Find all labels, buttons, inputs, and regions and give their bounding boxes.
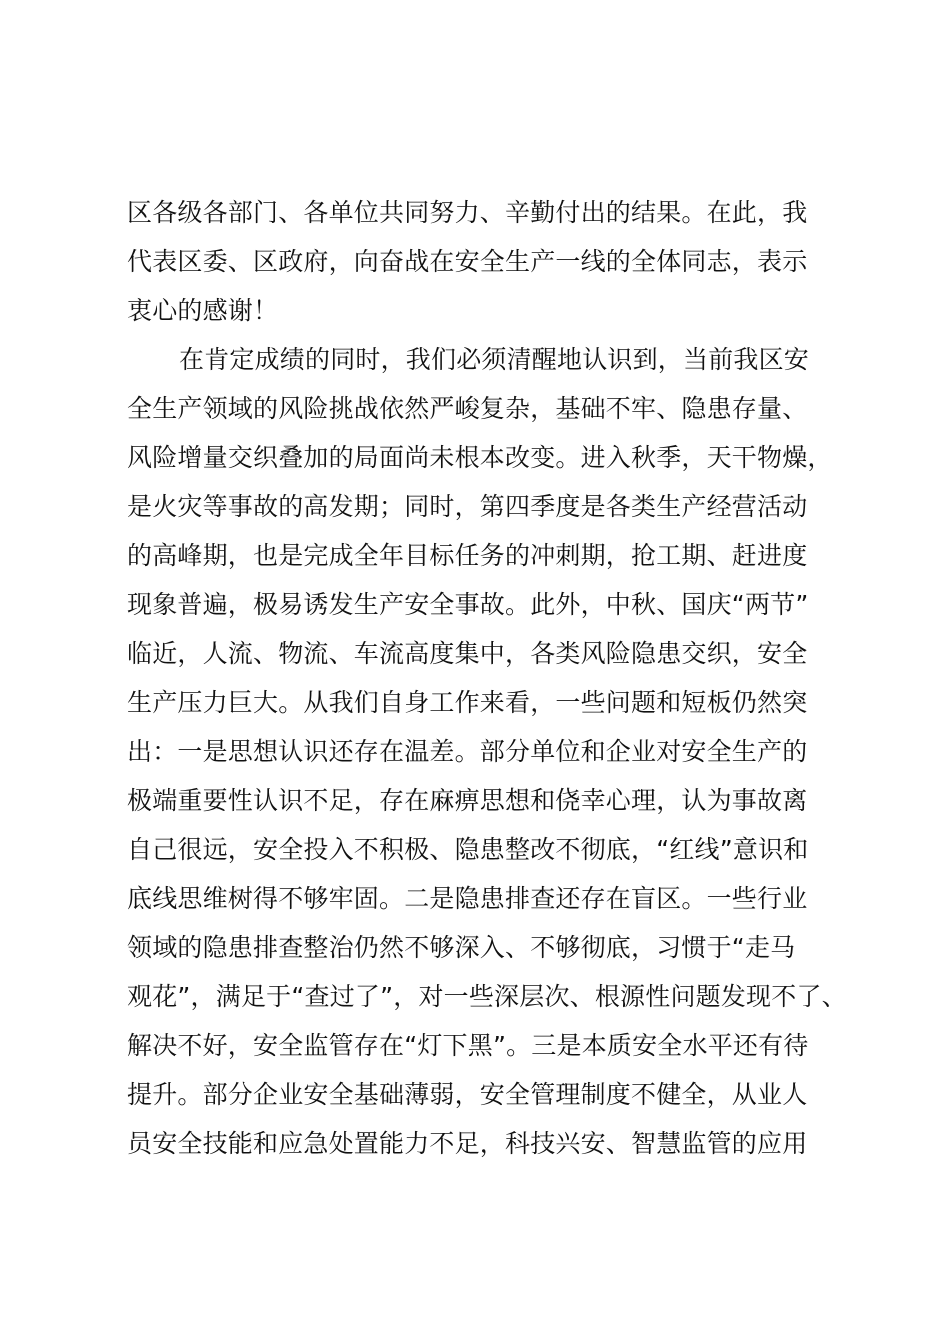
- text-line: 自己很远，安全投入不积极、隐患整改不彻底，“红线”意识和: [127, 835, 809, 864]
- text-line: 解决不好，安全监管存在“灯下黑”。三是本质安全水平还有待: [127, 1031, 809, 1060]
- paragraph-first-line: 在肯定成绩的同时，我们必须清醒地认识到，当前我区安: [179, 345, 810, 374]
- text-line: 临近，人流、物流、车流高度集中，各类风险隐患交织，安全: [127, 639, 808, 668]
- text-line: 领域的隐患排查整治仍然不够深入、不够彻底，习惯于“走马: [127, 933, 796, 962]
- text-line: 现象普遍，极易诱发生产安全事故。此外，中秋、国庆“两节”: [127, 590, 809, 619]
- text-line: 是火灾等事故的高发期；同时，第四季度是各类生产经营活动: [127, 492, 808, 521]
- text-line: 提升。部分企业安全基础薄弱，安全管理制度不健全，从业人: [127, 1080, 808, 1109]
- body-text: [127, 188, 847, 1168]
- text-line: 的高峰期，也是完成全年目标任务的冲刺期，抢工期、赶进度: [127, 541, 808, 570]
- text-line: 极端重要性认识不足，存在麻痹思想和侥幸心理，认为事故离: [127, 786, 808, 815]
- text-line: 生产压力巨大。从我们自身工作来看，一些问题和短板仍然突: [127, 688, 808, 717]
- text-line: 全生产领域的风险挑战依然严峻复杂，基础不牢、隐患存量、: [127, 394, 808, 423]
- text-line: 衷心的感谢！: [127, 296, 279, 325]
- text-line: 底线思维树得不够牢固。二是隐患排查还存在盲区。一些行业: [127, 884, 808, 913]
- text-line: 员安全技能和应急处置能力不足，科技兴安、智慧监管的应用: [127, 1129, 808, 1158]
- text-line: 观花”，满足于“查过了”，对一些深层次、根源性问题发现不了、: [127, 982, 847, 1011]
- text-line: 风险增量交织叠加的局面尚未根本改变。进入秋季，天干物燥，: [127, 443, 833, 472]
- text-line: 区各级各部门、各单位共同努力、辛勤付出的结果。在此，我: [127, 198, 808, 227]
- text-line: 代表区委、区政府，向奋战在安全生产一线的全体同志，表示: [127, 247, 808, 276]
- text-line: 出：一是思想认识还存在温差。部分单位和企业对安全生产的: [127, 737, 808, 766]
